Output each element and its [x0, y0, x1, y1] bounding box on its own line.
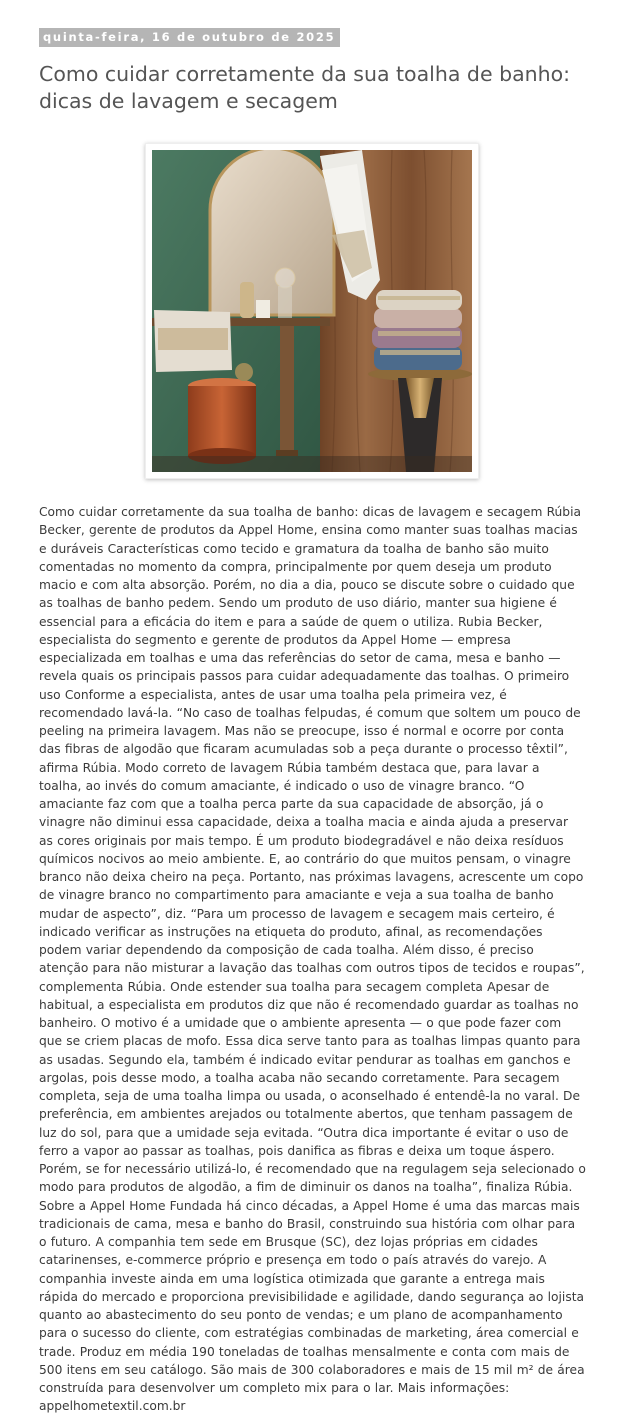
- date-header: quinta-feira, 16 de outubro de 2025: [39, 28, 340, 47]
- post-image-frame[interactable]: [145, 143, 479, 479]
- post-body: Como cuidar corretamente da sua toalha de banho: dicas de lavagem e secagem Rúbia Becker, gerente de produtos da Appel Home, ensina como manter suas toalhas macias e duráveis Características como tecido e gramatura da toalha de banho são muito comentadas no momento da compra, principalmente por quem deseja um produto macio e com alta absorção. Porém, no dia a dia, pouco se discute sobre o cuidado que as toalhas de banho pedem. Sendo um produto de uso diário, manter sua higiene é essencial para a eficácia do item e para a saúde de quem o utiliza. Rubia Becker, especialista do segmento e gerente de produtos da Appel Home — empresa especializada em toalhas e uma das referências do setor de cama, mesa e banho — revela quais os principais passos para cuidar adequadamente das toalhas. O primeiro uso Conforme a especialista, antes de usar uma toalha pela primeira vez, é recomendado lavá-la. “No caso de toalhas felpudas, é comum que soltem um pouco de peeling na primeira lavagem. Mas não se preocupe, isso é normal e ocorre por conta das fibras de algodão que ficaram acumuladas sob a peça durante o processo têxtil”, afirma Rúbia. Modo correto de lavagem Rúbia também destaca que, para lavar a toalha, ao invés do comum amaciante, é indicado o uso de vinagre branco. “O amaciante faz com que a toalha perca parte da sua capacidade de absorção, já o vinagre não diminui essa capacidade, deixa a toalha macia e ainda ajuda a preservar as cores originais por mais tempo. É um produto biodegradável e não deixa resíduos químicos nocivos ao meio ambiente. E, ao contrário do que muitos pensam, o vinagre branco não deixa cheiro na peça. Portanto, nas próximas lavagens, acrescente um copo de vinagre branco no compartimento para amaciante e veja a sua toalha de banho mudar de aspecto”, diz. “Para um processo de lavagem e secagem mais certeiro, é indicado verificar as instruções na etiqueta do produto, afinal, as recomendações podem variar dependendo da composição de cada toalha. Além disso, é preciso atenção para não misturar a lavação das toalhas com outros tipos de tecidos e roupas”, complementa Rúbia. Onde estender sua toalha para secagem completa Apesar de habitual, a especialista em produtos diz que não é recomendado guardar as toalhas no banheiro. O motivo é a umidade que o ambiente apresenta — o que pode fazer com que se criem placas de mofo. Essa dica serve tanto para as toalhas limpas quanto para as usadas. Segundo ela, também é indicado evitar pendurar as toalhas em ganchos e argolas, pois desse modo, a toalha acaba não secando corretamente. Para secagem completa, seja de uma toalha limpa ou usada, o aconselhado é entendê-la no varal. De preferência, em ambientes arejados ou totalmente abertos, que tenham passagem de luz do sol, para que a umidade seja evitada. “Outra dica importante é evitar o uso de ferro a vapor ao passar as toalhas, pois danifica as fibras e deixa um toque áspero. Porém, se for necessário utilizá-lo, é recomendado que na regulagem seja selecionado o modo para produtos de algodão, a fim de diminuir os danos na toalha”, finaliza Rúbia. Sobre a Appel Home Fundada há cinco décadas, a Appel Home é uma das marcas mais tradicionais de cama, mesa e banho do Brasil, construindo sua história com olhar para o futuro. A companhia tem sede em Brusque (SC), dez lojas próprias em cidades catarinenses, e-commerce próprio e presença em todo o país através do varejo. A companhia investe ainda em uma logística otimizada que garante a entrega mais rápida do mercado e proporciona previsibilidade e agilidade, dando segurança ao lojista quanto ao abastecimento do seu ponto de vendas; e um plano de acompanhamento para o sucesso do cliente, com estratégias combinadas de marketing, área comercial e trade. Produz em média 190 toneladas de toalhas mensalmente e conta com mais de 500 itens em seu catálogo. São mais de 300 colaboradores e mais de 15 mil m² de área construída para desenvolver um completo mix para o lar. Mais informações: appelhometextil.com.br: [39, 505, 586, 1414]
- bathroom-towels-photo[interactable]: [152, 150, 472, 472]
- post-title[interactable]: Como cuidar corretamente da sua toalha de banho: dicas de lavagem e secagem: [39, 62, 571, 113]
